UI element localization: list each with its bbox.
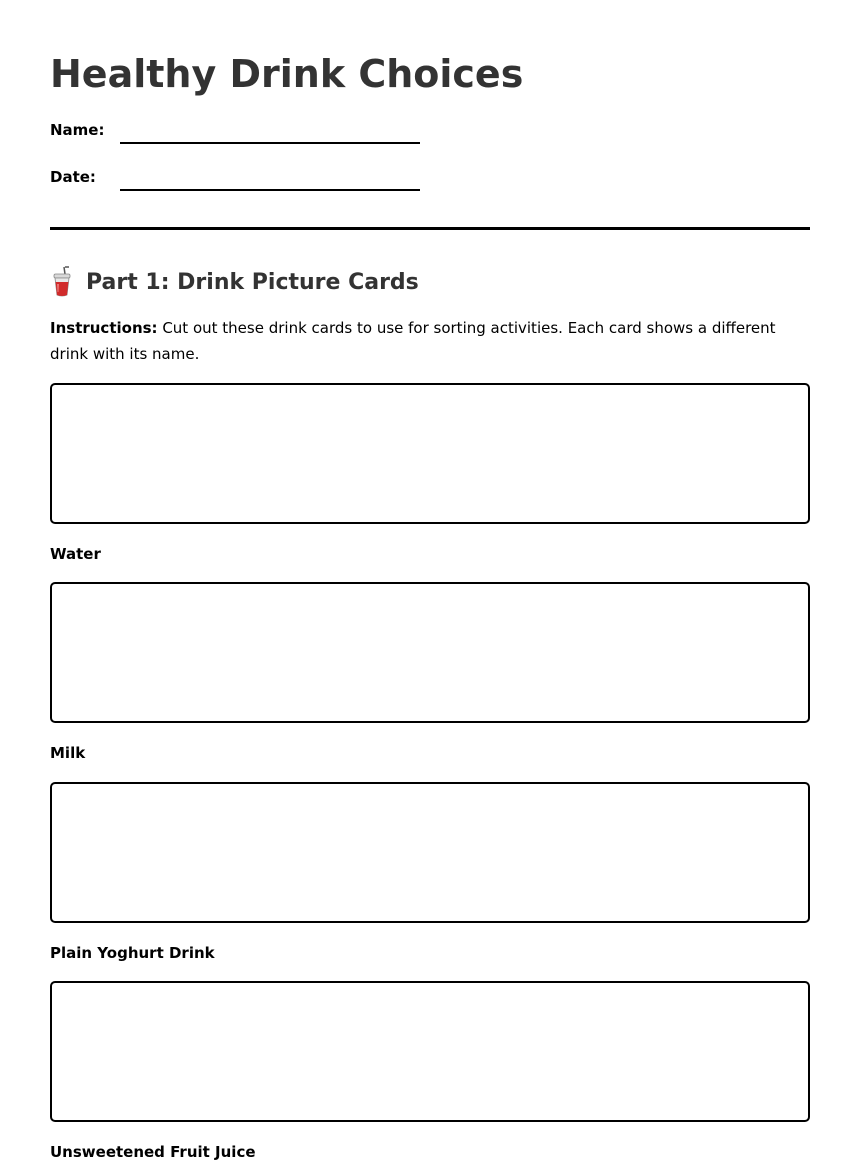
drink-card-label: Plain Yoghurt Drink — [50, 944, 215, 962]
page-title: Healthy Drink Choices — [50, 52, 524, 96]
date-line[interactable] — [120, 189, 420, 191]
name-line[interactable] — [120, 142, 420, 144]
cup-with-straw-icon — [50, 266, 74, 298]
part1-heading — [50, 266, 419, 298]
date-field — [50, 167, 450, 197]
instructions-label: Instructions: — [50, 319, 158, 337]
name-field — [50, 120, 450, 150]
drink-card-image-area — [50, 782, 810, 923]
drink-card-label: Water — [50, 545, 101, 563]
name-label: Name: — [50, 121, 105, 139]
drink-card-label: Milk — [50, 744, 86, 762]
drink-card-image-area — [50, 981, 810, 1122]
instructions-text — [50, 315, 810, 367]
date-label: Date: — [50, 168, 96, 186]
header-divider — [50, 227, 810, 230]
drink-card-image-area — [50, 383, 810, 524]
instructions-body: Cut out these drink cards to use for sorting activities. Each card shows a different drink with its name. — [50, 319, 776, 363]
section-title: Part 1: Drink Picture Cards — [86, 269, 419, 295]
drink-card-label: Unsweetened Fruit Juice — [50, 1143, 256, 1161]
drink-card-image-area — [50, 582, 810, 723]
